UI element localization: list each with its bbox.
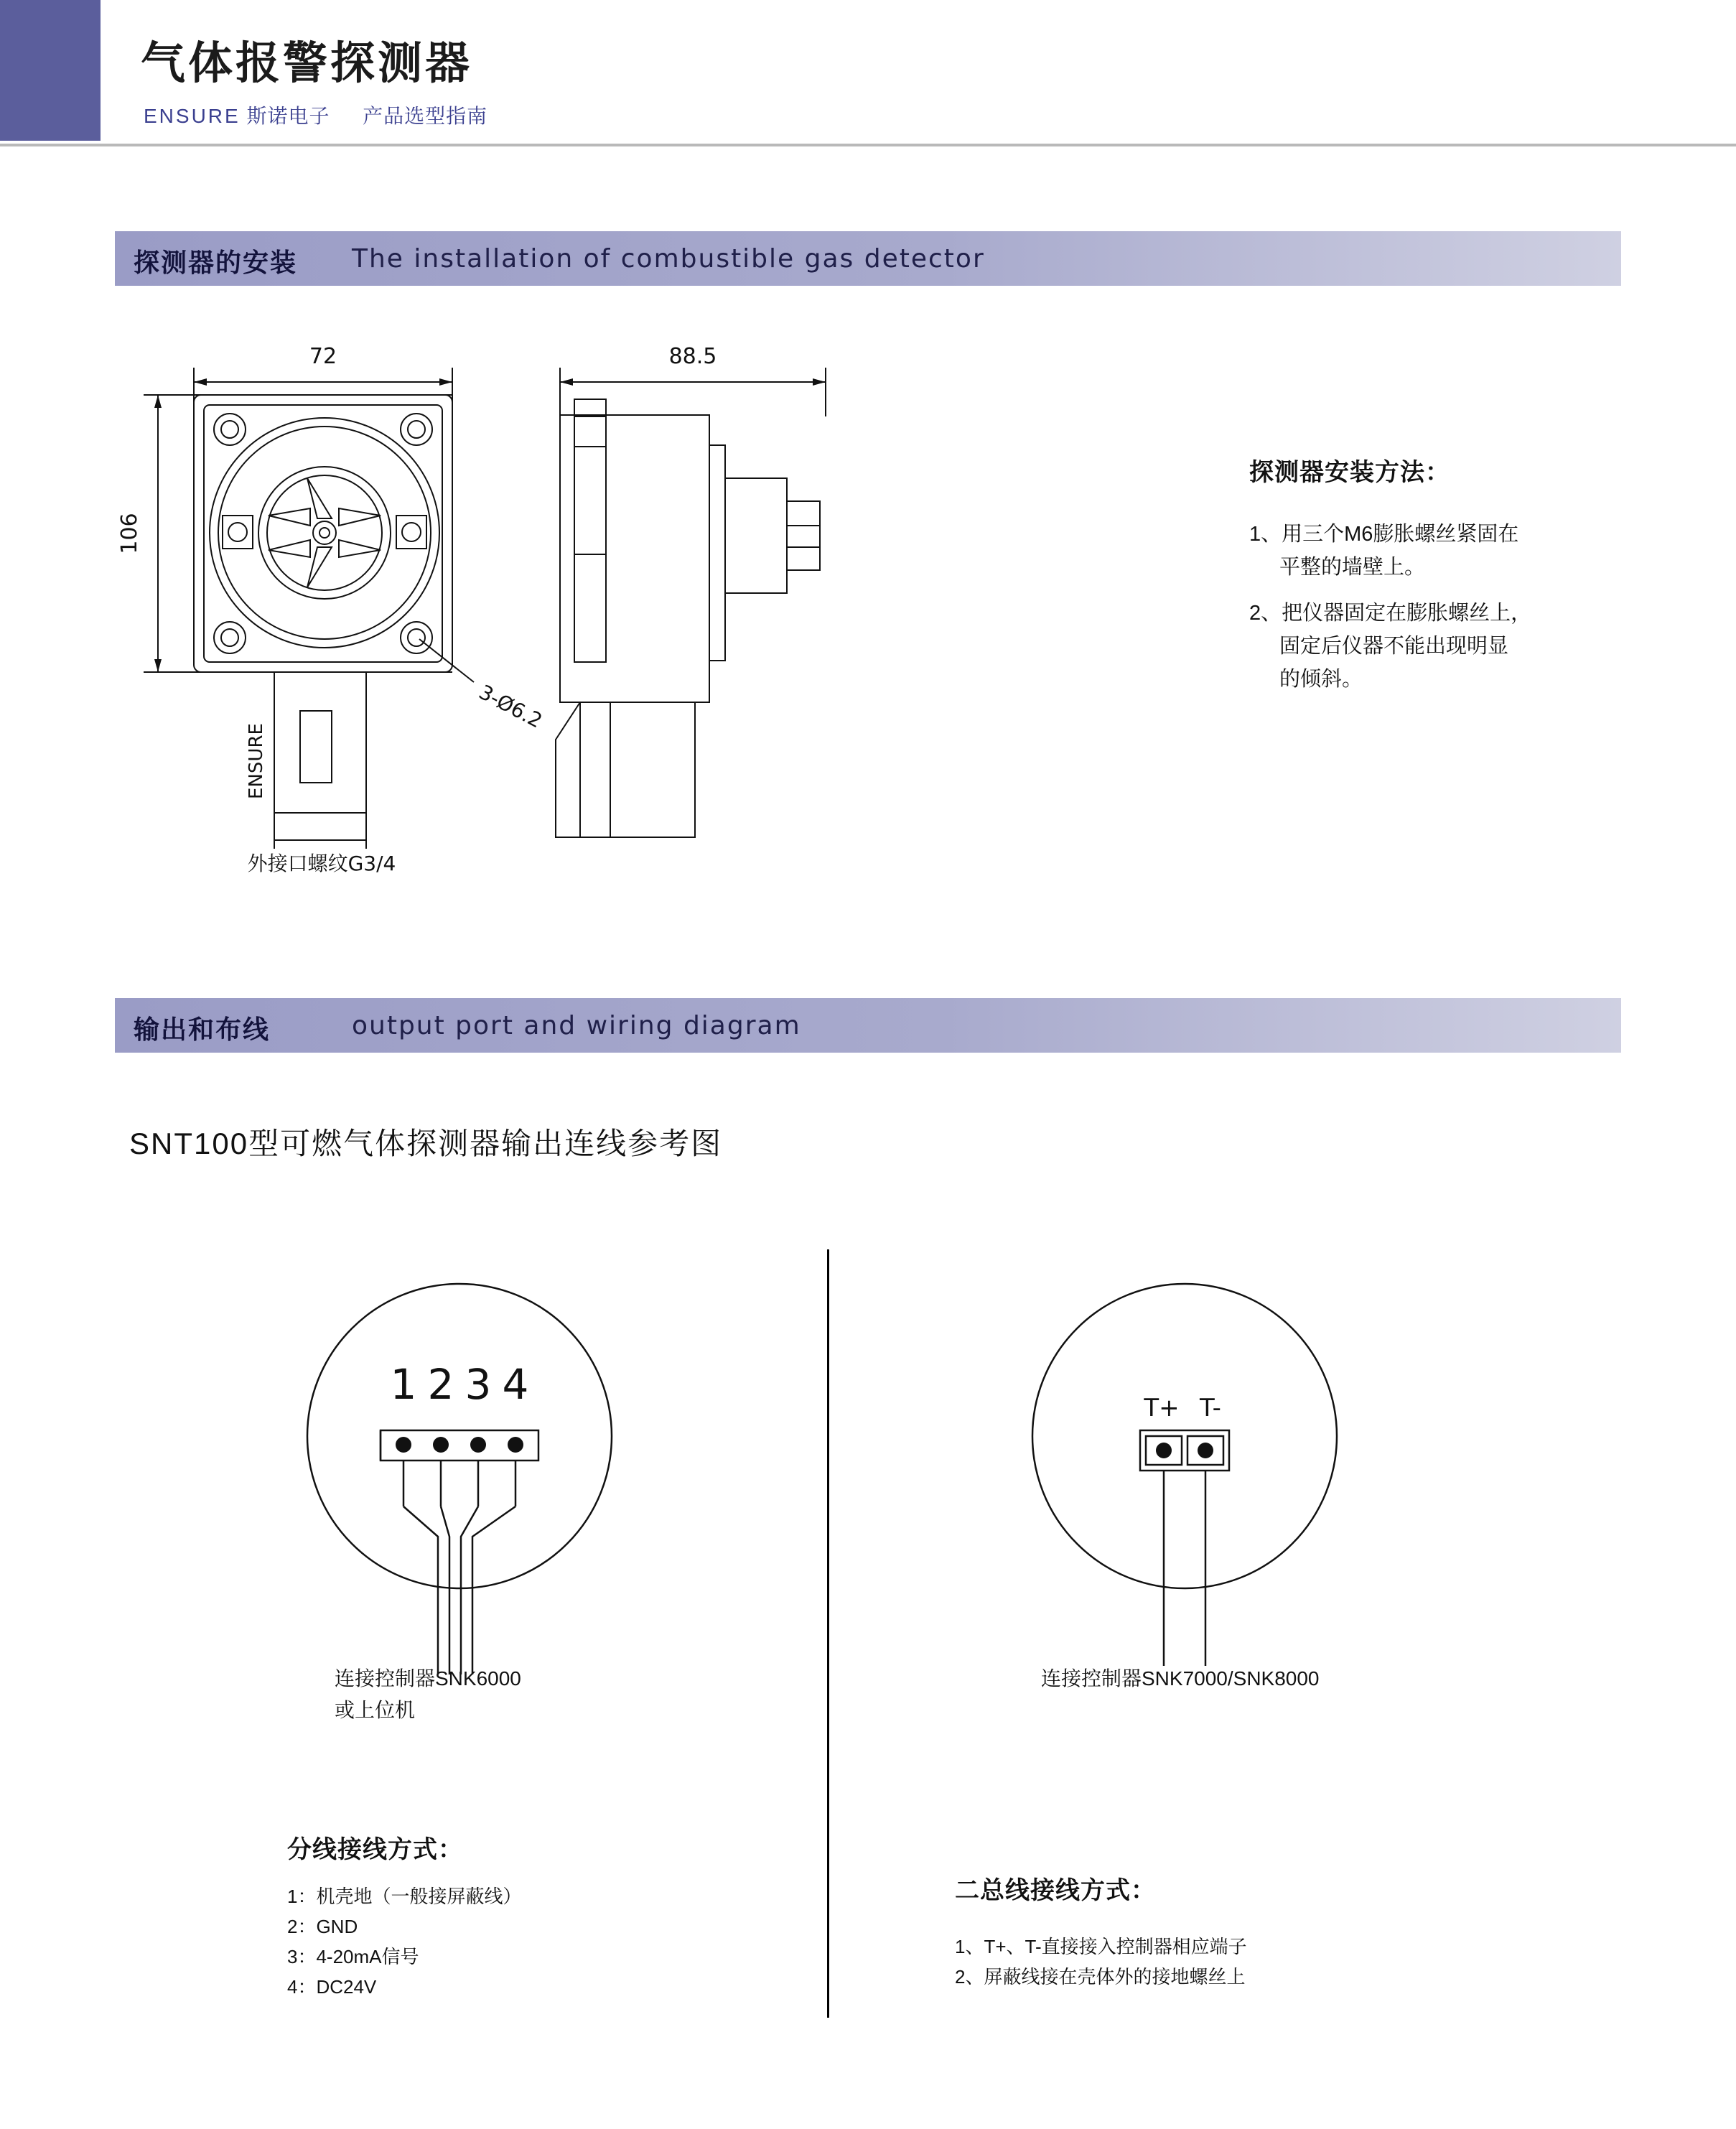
section-title-cn-installation: 探测器的安装	[134, 248, 298, 277]
installation-step-1-head: 1、用三个M6膨胀螺丝紧固在	[1249, 523, 1519, 546]
installation-instructions-title: 探测器安装方法：	[1249, 459, 1450, 486]
installation-step-1-cont: 平整的墙壁上。	[1279, 556, 1426, 579]
left-wiring-item-2: 2：GND	[287, 1916, 358, 1937]
installation-step-1	[1249, 518, 1651, 584]
section-title-en-wiring: output port and wiring diagram	[352, 1011, 801, 1040]
wiring-diagram-area	[0, 1235, 1736, 2068]
wiring-diagram-title: SNT100型可燃气体探测器输出连线参考图	[129, 1127, 723, 1160]
right-wiring-item-1: 1、T+、T-直接接入控制器相应端子	[955, 1936, 1247, 1957]
section-title-en-installation: The installation of combustible gas detector	[352, 244, 985, 274]
header-subtitle	[144, 101, 487, 129]
left-wiring-list	[287, 1881, 521, 2002]
left-wiring-list-title: 分线接线方式：	[287, 1836, 463, 1863]
body-brand-label: ENSURE	[246, 723, 267, 799]
left-diagram-caption	[335, 1663, 521, 1726]
left-wiring-item-3: 3：4-20mA信号	[287, 1946, 419, 1967]
right-diagram-caption: 连接控制器SNK7000/SNK8000	[1041, 1667, 1320, 1690]
header-accent-band	[0, 0, 101, 141]
header-guide-label: 产品选型指南	[363, 105, 488, 127]
dim-label-depth: 88.5	[668, 344, 717, 369]
section-title-cn-wiring: 输出和布线	[134, 1015, 271, 1044]
installation-step-2	[1249, 597, 1651, 696]
brand-en: ENSURE	[144, 105, 241, 127]
detector-dimension-drawing	[115, 337, 1235, 912]
left-wiring-item-4: 4：DC24V	[287, 1976, 377, 1998]
dim-label-height: 106	[117, 513, 142, 554]
page-title: 气体报警探测器	[141, 39, 473, 88]
left-diagram-caption-line2: 或上位机	[335, 1699, 416, 1721]
section-header-wiring	[115, 998, 1621, 1053]
header-divider	[0, 144, 1736, 146]
right-wiring-item-2: 2、屏蔽线接在壳体外的接地螺丝上	[955, 1966, 1246, 1988]
terminal-number-3: 3	[465, 1360, 492, 1409]
terminal-label-tplus: T+	[1144, 1394, 1180, 1422]
terminal-number-2: 2	[427, 1360, 454, 1409]
installation-drawing-area	[115, 337, 1623, 933]
installation-step-2-head: 2、把仪器固定在膨胀螺丝上，	[1249, 602, 1532, 625]
right-wiring-list-title: 二总线接线方式：	[955, 1877, 1156, 1904]
dim-label-holes: 3-Ø6.2	[475, 680, 546, 733]
terminal-label-tminus: T-	[1200, 1394, 1221, 1422]
brand-cn: 斯诺电子	[246, 105, 330, 127]
right-wiring-list	[955, 1932, 1247, 1992]
section-header-installation	[115, 231, 1621, 286]
terminal-number-1: 1	[390, 1360, 417, 1409]
terminal-number-4: 4	[502, 1360, 529, 1409]
wiring-diagram-4wire	[201, 1235, 991, 1752]
left-wiring-item-1: 1：机壳地（一般接屏蔽线）	[287, 1886, 522, 1907]
installation-step-2-cont: 固定后仪器不能出现明显	[1279, 635, 1509, 658]
installation-instructions	[1249, 452, 1651, 709]
left-diagram-caption-line1: 连接控制器SNK6000	[335, 1667, 521, 1690]
page-header	[0, 0, 1736, 147]
thread-note-label: 外接口螺纹G3/4	[247, 852, 396, 875]
installation-step-2-cont2: 的倾斜。	[1279, 668, 1363, 691]
dim-label-width: 72	[309, 344, 337, 369]
